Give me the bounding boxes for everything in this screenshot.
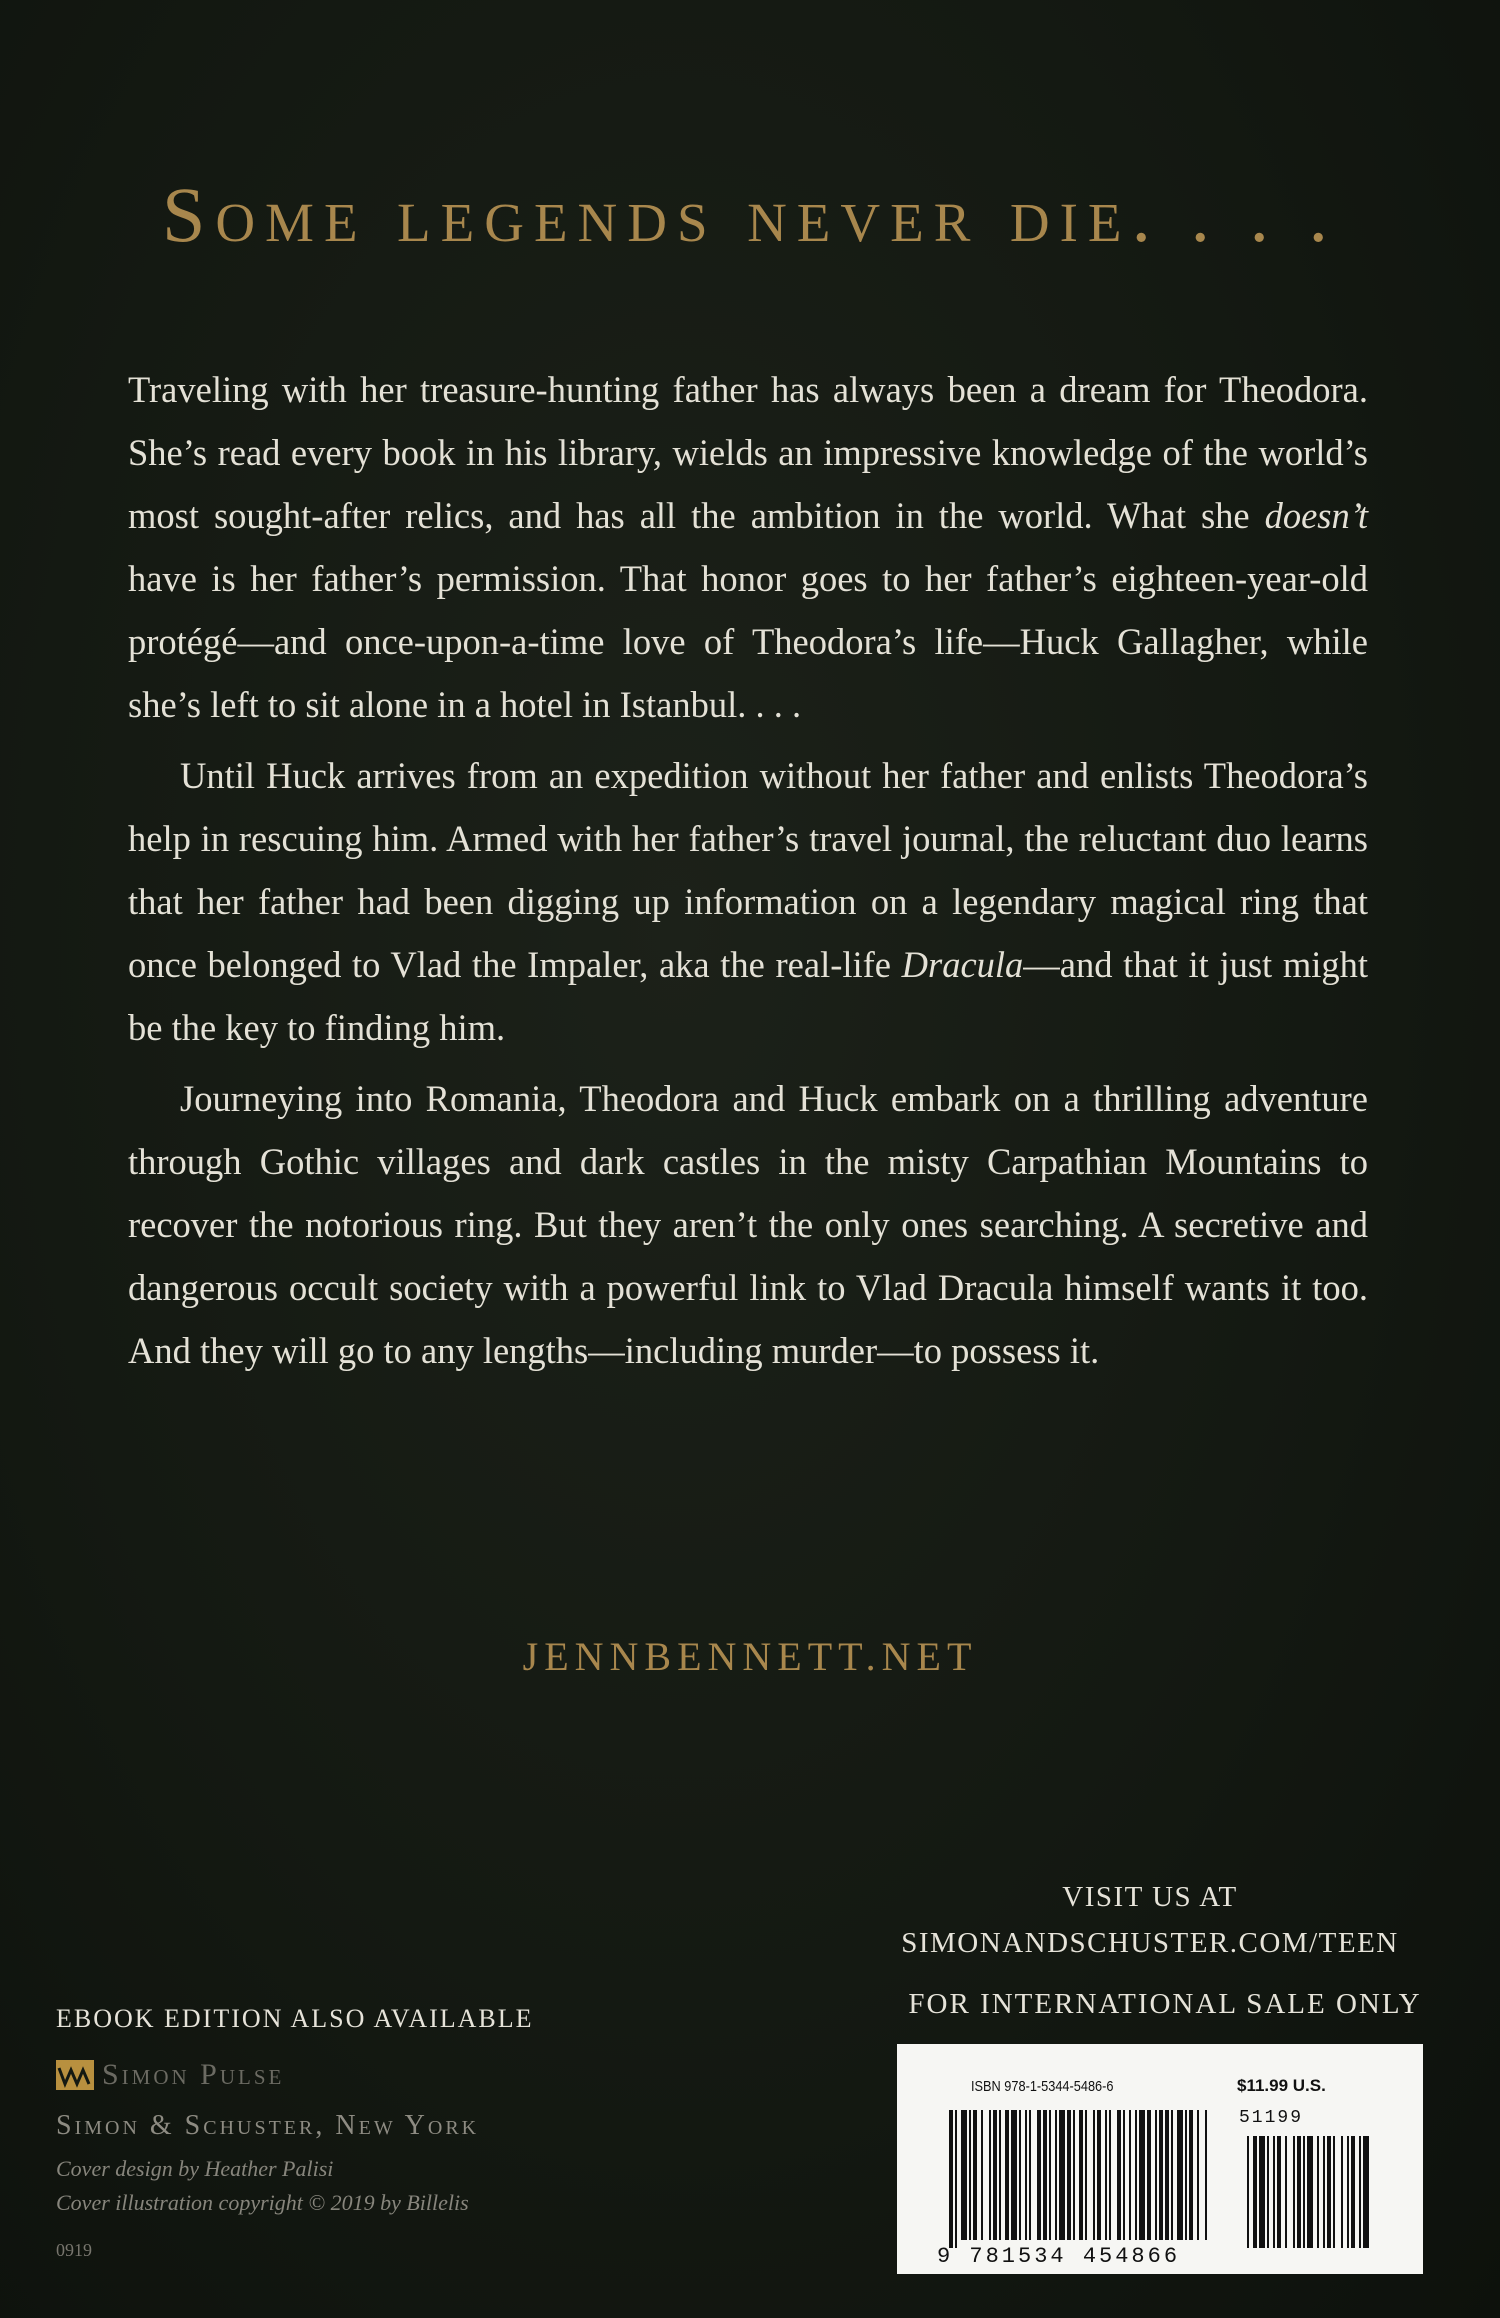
barcode-bar xyxy=(1043,2110,1047,2240)
visit-line-1: VISIT US AT xyxy=(1062,1881,1238,1913)
price-barcode-bar xyxy=(1293,2136,1295,2248)
author-website: JENNBENNETT.NET xyxy=(522,1634,978,1679)
barcode-bar xyxy=(999,2110,1001,2240)
visit-us xyxy=(880,1874,1420,1966)
synopsis-p1-emphasis: doesn’t xyxy=(1264,495,1368,536)
barcode-bar xyxy=(1165,2110,1169,2240)
cover-illustration-credit: Cover illustration copyright © 2019 by Billelis xyxy=(56,2190,469,2215)
barcode-bar xyxy=(1025,2110,1027,2240)
barcode-bar xyxy=(1059,2110,1065,2240)
price-barcode-bar xyxy=(1277,2136,1281,2248)
price-barcode-bar xyxy=(1273,2136,1275,2248)
simon-pulse-logo-icon xyxy=(56,2060,94,2090)
synopsis-p1-text-a: Traveling with her treasure-hunting father has always been a dream for Theodora. She’s read every book in his library, wields an impressive knowledge of the world’s most sought-after relics, and has all the ambition in the world. What she xyxy=(128,369,1368,536)
synopsis xyxy=(128,358,1368,1390)
synopsis-paragraph-2 xyxy=(128,744,1368,1059)
barcode-bar xyxy=(1067,2110,1071,2240)
price-barcode-bar xyxy=(1359,2136,1361,2248)
barcode-bar xyxy=(1117,2110,1121,2240)
price-barcode-bar xyxy=(1317,2136,1319,2248)
publisher-name: Simon Pulse xyxy=(102,2058,285,2091)
barcode-bar xyxy=(1073,2110,1075,2240)
barcode-bar xyxy=(993,2110,997,2240)
synopsis-paragraph-1 xyxy=(128,358,1368,736)
barcode-bar xyxy=(1079,2110,1083,2240)
price-barcode-bar xyxy=(1333,2136,1335,2248)
international-sale-notice: FOR INTERNATIONAL SALE ONLY xyxy=(908,1988,1422,2020)
price-barcode-bar xyxy=(1351,2136,1355,2248)
price-barcode-bar xyxy=(1323,2136,1325,2248)
cover-design-credit: Cover design by Heather Palisi xyxy=(56,2156,334,2181)
publisher-logo xyxy=(56,2058,284,2092)
price-barcode-bar xyxy=(1297,2136,1301,2248)
synopsis-paragraph-3: Journeying into Romania, Theodora and Huck embark on a thrilling adventure through Gothic villages and dark castles in the misty Carpathian Mountains to recover the notorious ring. But they aren’t the only ones searching. A secretive and dangerous occult society with a powerful link to Vlad Dracula himself wants it too. And they will go to any lengths—including murder—to possess it. xyxy=(128,1078,1368,1371)
barcode-bar xyxy=(1205,2110,1207,2240)
barcode-bar xyxy=(1011,2110,1017,2240)
barcode-bar xyxy=(973,2110,977,2240)
tagline: Some legends never die. . . . xyxy=(161,171,1339,258)
barcode-bar xyxy=(1029,2110,1031,2240)
synopsis-p2-text-b: —and that it just might be the key to finding him. xyxy=(128,944,1368,1048)
barcode-bar xyxy=(1109,2110,1111,2240)
barcode-bar xyxy=(1049,2110,1051,2240)
barcode-bar xyxy=(989,2110,991,2240)
price-barcode-bar xyxy=(1363,2136,1369,2248)
visit-line-2: SIMONANDSCHUSTER.COM/TEEN xyxy=(901,1927,1399,1959)
barcode-bar xyxy=(1123,2110,1125,2240)
price-barcode-bar xyxy=(1303,2136,1305,2248)
isbn-label: ISBN 978-1-5344-5486-6 xyxy=(971,2078,1114,2095)
barcode-bar xyxy=(981,2110,983,2240)
barcode-bar xyxy=(1085,2110,1087,2240)
barcode-bar xyxy=(1097,2110,1101,2240)
barcode-bar xyxy=(1177,2110,1183,2240)
barcode-bar xyxy=(1105,2110,1107,2240)
barcode-bar xyxy=(1171,2110,1173,2240)
barcode-bar xyxy=(961,2110,967,2240)
barcode-bar xyxy=(1093,2110,1095,2240)
barcode-bar xyxy=(969,2110,971,2240)
barcode-bar xyxy=(949,2110,953,2248)
price-barcode-bar xyxy=(1307,2136,1313,2248)
synopsis-p1-text-b: have is her father’s permission. That honor goes to her father’s eighteen-year-old protégé—and once-upon-a-time love of Theodora’s life—Huck Gallagher, while she’s left to sit alone in a hotel in Istanbul. . . . xyxy=(128,558,1368,725)
price-barcode-bar xyxy=(1347,2136,1349,2248)
price-barcode-bar xyxy=(1247,2136,1249,2248)
barcode-bar xyxy=(1005,2110,1009,2240)
barcode-bar xyxy=(1189,2110,1193,2240)
barcode-digits: 9 781534 454866 xyxy=(937,2244,1181,2269)
price-code-digits: 51199 xyxy=(1239,2108,1304,2128)
price-label: $11.99 U.S. xyxy=(1237,2076,1326,2095)
barcode-bar xyxy=(1019,2110,1021,2240)
synopsis-p2-emphasis: Dracula xyxy=(901,944,1024,985)
print-code: 0919 xyxy=(56,2240,92,2260)
price-barcode-bar xyxy=(1327,2136,1331,2248)
ebook-notice: EBOOK EDITION ALSO AVAILABLE xyxy=(56,2004,534,2033)
barcode-bar xyxy=(1185,2110,1187,2240)
barcode-bar xyxy=(1129,2110,1131,2240)
barcode-bar xyxy=(1139,2110,1145,2240)
barcode-bar xyxy=(1147,2110,1151,2240)
isbn-barcode xyxy=(897,2044,1423,2274)
barcode-bar xyxy=(1055,2110,1057,2240)
price-barcode-bar xyxy=(1285,2136,1287,2248)
barcode-bar xyxy=(1159,2110,1163,2240)
price-barcode-bar xyxy=(1341,2136,1343,2248)
synopsis-p2-text-a: Until Huck arrives from an expedition without her father and enlists Theodora’s help in rescuing him. Armed with her father’s travel journal, the reluctant duo learns that her father had been digging up information on a legendary magical ring that once belonged to Vlad the Impaler, aka the real-life xyxy=(128,755,1368,985)
barcode-bar xyxy=(1135,2110,1137,2240)
barcode-bar xyxy=(1197,2110,1199,2240)
barcode-panel xyxy=(897,2044,1423,2274)
barcode-bar xyxy=(955,2110,957,2248)
barcode-bar xyxy=(1155,2110,1157,2240)
publisher-imprint: Simon & Schuster, New York xyxy=(56,2110,480,2141)
barcode-bar xyxy=(1037,2110,1041,2240)
price-barcode-bar xyxy=(1253,2136,1257,2248)
price-barcode-bar xyxy=(1267,2136,1269,2248)
price-barcode-bar xyxy=(1259,2136,1265,2248)
